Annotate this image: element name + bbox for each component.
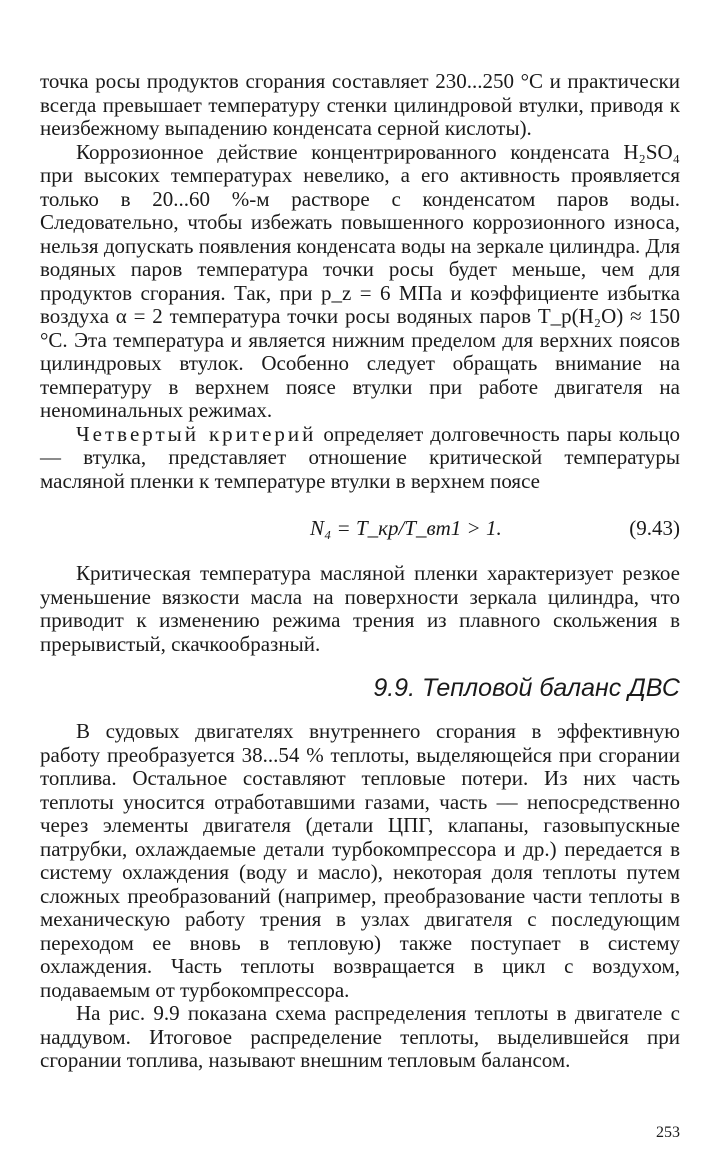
formula-9-43 — [40, 516, 680, 542]
text-block-middle — [40, 562, 680, 656]
paragraph-1: точка росы продуктов сгорания составляет 230...250 °С и практически всегда превышает температуру стенки цилиндровой втулки, приводя к неизбежному выпадению конденсата серной кислоты). — [40, 69, 680, 140]
text-block-bottom — [40, 720, 680, 1073]
formula-expression: N₄ = T_кр/T_вт1 > 1. — [310, 516, 502, 540]
page-number: 253 — [656, 1124, 680, 1141]
criterion-term: Четвертый критерий — [76, 421, 317, 446]
formula-number: (9.43) — [629, 516, 680, 540]
paragraph-6: На рис. 9.9 показана схема распределения теплоты в двигателе с наддувом. Итоговое распределение теплоты, выделившейся при сгорании топлива, называют внешним тепловым балансом. — [40, 1001, 680, 1072]
text-block-top — [40, 70, 680, 493]
paragraph-4: Критическая температура масляной пленки характеризует резкое уменьшение вязкости масла на поверхности зеркала цилиндра, что приводит к изменению режима трения из плавного скольжения в прерывистый, скачкообразный. — [40, 561, 680, 656]
section-heading: 9.9. Тепловой баланс ДВС — [373, 674, 680, 702]
paragraph-3 — [40, 423, 680, 494]
paragraph-5: В судовых двигателях внутреннего сгорания в эффективную работу преобразуется 38...54 % теплоты, выделяющейся при сгорании топлива. Остальное составляют тепловые потери. Из них часть теплоты уносится отработавшими газами, часть — непосредственно через элементы двигателя (детали ЦПГ, клапаны, газовыпускные патрубки, охлаждаемые детали турбокомпрессора и др.) передается в систему охлаждения (воду и масло), некоторая доля теплоты путем сложных преобразований (например, преобразование части теплоты в механическую работу трения в узлах двигателя с последующим переходом ее вновь в тепловую) также поступает в систему охлаждения. Часть теплоты возвращается в цикл с воздухом, подаваемым от турбокомпрессора. — [40, 719, 680, 1002]
paragraph-3-body: определяет долговечность пары кольцо — втулка, представляет отношение критической температуры масляной пленки к температуре втулки в верхнем поясе — [40, 421, 680, 493]
paragraph-2: Коррозионное действие концентрированного конденсата H₂SO₄ при высоких температурах невелико, а его активность проявляется только в 20...60 %-м растворе с конденсатом паров воды. Следовательно, чтобы избежать повышенного коррозионного износа, нельзя допускать появления конденсата воды на зеркале цилиндра. Для водяных паров температура точки росы будет меньше, чем для продуктов сгорания. Так, при p_z = 6 МПа и коэффициенте избытка воздуха α = 2 температура точки росы водяных паров T_р(H₂O) ≈ 150 °С. Эта температура и является нижним пределом для верхних поясов цилиндровых втулок. Особенно следует обращать внимание на температуру в верхнем поясе втулки при работе двигателя на неноминальных режимах. — [40, 139, 681, 422]
